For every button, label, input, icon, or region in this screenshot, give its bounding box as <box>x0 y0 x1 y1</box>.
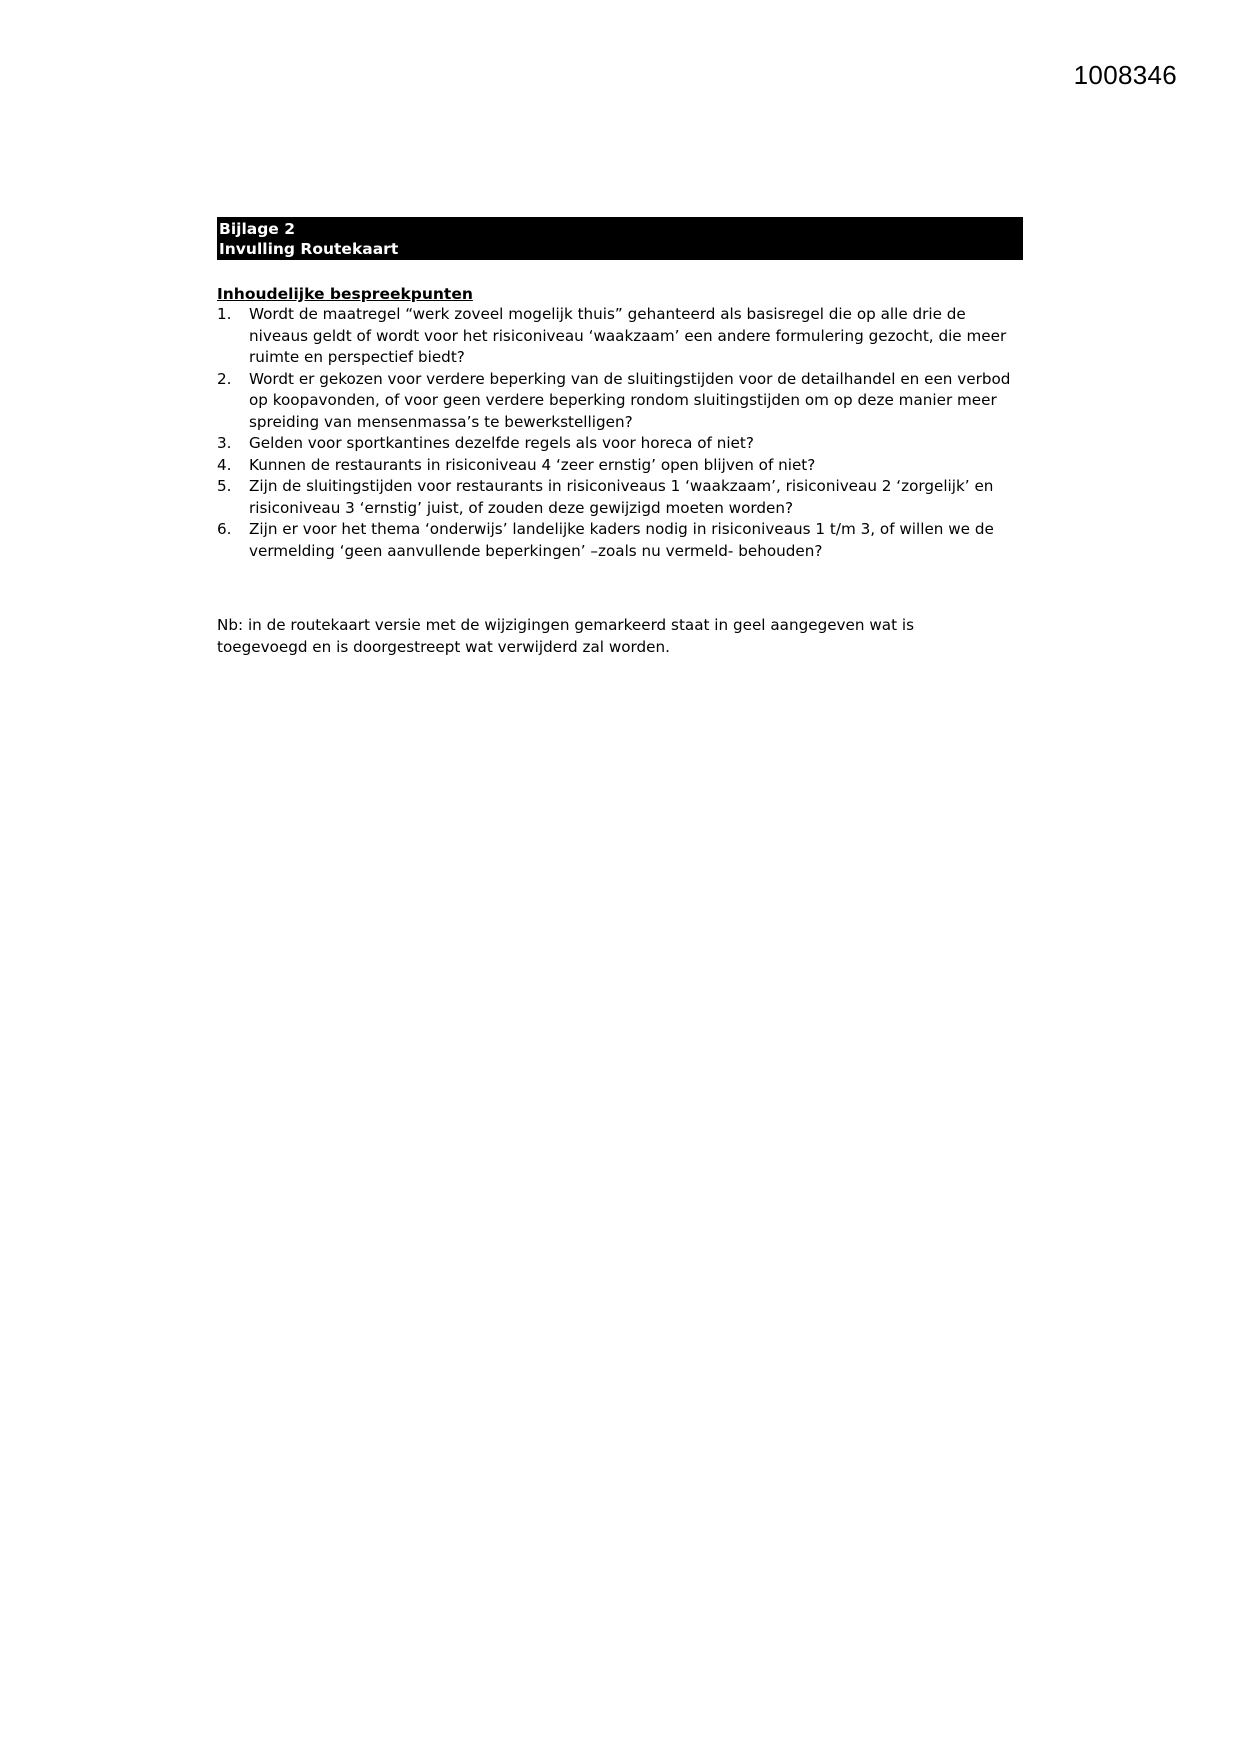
list-item-number: 3. <box>217 434 232 452</box>
document-body <box>217 217 1023 673</box>
list-item <box>217 519 1023 562</box>
appendix-subtitle: Invulling Routekaart <box>219 240 399 258</box>
section-heading: Inhoudelijke bespreekpunten <box>217 285 473 303</box>
list-item-text: Zijn er voor het thema ‘onderwijs’ landelijke kaders nodig in risiconiveaus 1 t/m 3, of willen we de vermelding ‘geen aanvullende beperkingen’ –zoals nu vermeld- behouden? <box>249 520 994 560</box>
list-item-text: Zijn de sluitingstijden voor restaurants in risiconiveaus 1 ‘waakzaam’, risiconiveau 2 ‘zorgelijk’ en risiconiveau 3 ‘ernstig’ juist, of zouden deze gewijzigd moeten worden? <box>249 477 994 517</box>
list-item-number: 5. <box>217 477 232 495</box>
list-item <box>217 455 1023 477</box>
list-item <box>217 476 1023 519</box>
document-number: 1008346 <box>1073 60 1177 90</box>
list-item-number: 1. <box>217 305 232 323</box>
appendix-banner <box>217 217 1023 260</box>
list-item <box>217 433 1023 455</box>
list-item-text: Kunnen de restaurants in risiconiveau 4 ‘zeer ernstig’ open blijven of niet? <box>249 455 816 474</box>
list-item-text: Wordt de maatregel “werk zoveel mogelijk thuis” gehanteerd als basisregel die op alle drie de niveaus geldt of wordt voor het risiconiveau ‘waakzaam’ een andere formulering gezocht, die meer ruimte en perspectief biedt? <box>249 305 1007 366</box>
list-item-text: Wordt er gekozen voor verdere beperking van de sluitingstijden voor de detailhandel en een verbod op koopavonden, of voor geen verdere beperking rondom sluitingstijden om op deze manier meer spreiding van mensenmassa’s te bewerkstelligen? <box>249 369 1011 431</box>
list-item <box>217 304 1023 369</box>
list-item-number: 6. <box>217 520 232 538</box>
list-item-number: 4. <box>217 455 232 474</box>
discussion-points-list <box>217 304 1023 562</box>
list-item-number: 2. <box>217 369 232 388</box>
footnote: Nb: in de routekaart versie met de wijzigingen gemarkeerd staat in geel aangegeven wat is toegevoegd en is doorgestreept wat verwijderd zal worden. <box>217 616 914 656</box>
appendix-title: Bijlage 2 <box>219 220 296 238</box>
list-item <box>217 369 1023 434</box>
list-item-text: Gelden voor sportkantines dezelfde regels als voor horeca of niet? <box>249 434 754 452</box>
